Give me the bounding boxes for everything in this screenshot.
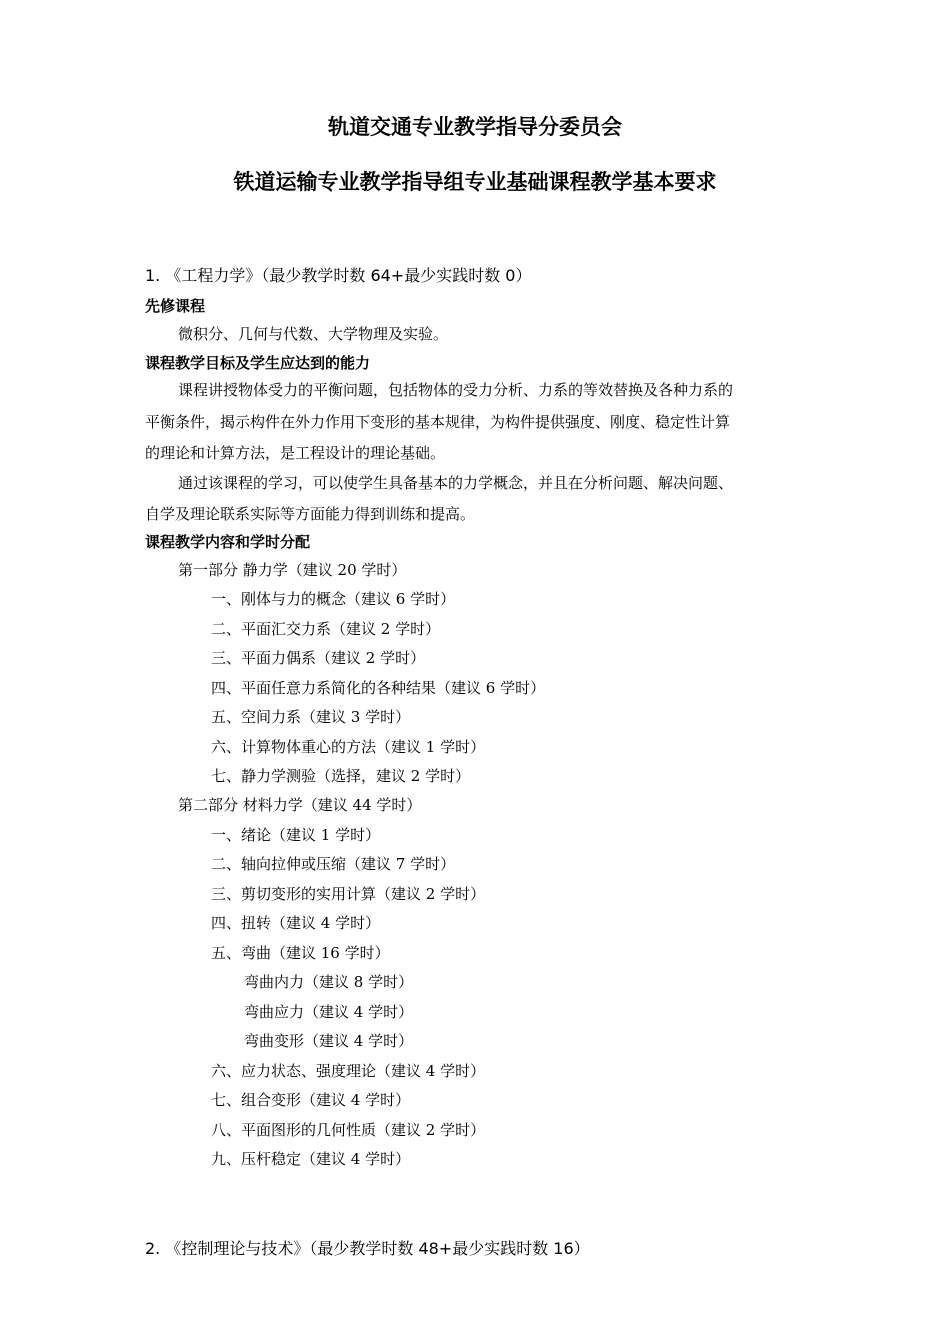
list-item: 七、组合变形（建议 4 学时） (211, 1091, 411, 1109)
list-item: 三、剪切变形的实用计算（建议 2 学时） (211, 885, 486, 903)
goal-label: 课程教学目标及学生应达到的能力 (145, 354, 371, 372)
prerequisite-text: 微积分、几何与代数、大学物理及实验。 (178, 325, 449, 343)
list-item: 四、平面任意力系简化的各种结果（建议 6 学时） (211, 679, 546, 697)
list-item: 六、计算物体重心的方法（建议 1 学时） (211, 738, 486, 756)
list-item: 二、轴向拉伸或压缩（建议 7 学时） (211, 855, 456, 873)
list-item: 七、静力学测验（选择，建议 2 学时） (211, 767, 471, 785)
part-2-heading: 第二部分 材料力学（建议 44 学时） (178, 796, 422, 814)
list-item: 一、刚体与力的概念（建议 6 学时） (211, 590, 456, 608)
sub-list-item: 弯曲变形（建议 4 学时） (244, 1032, 414, 1050)
goal-paragraph-2-line-2: 自学及理论联系实际等方面能力得到训练和提高。 (145, 505, 476, 523)
goal-paragraph-2-line-1: 通过该课程的学习，可以使学生具备基本的力学概念，并且在分析问题、解决问题、 (178, 474, 734, 492)
prerequisite-label: 先修课程 (145, 297, 206, 315)
course-1-heading: 1. 《工程力学》（最少教学时数 64+最少实践时数 0） (145, 266, 532, 285)
goal-paragraph-1-line-3: 的理论和计算方法，是工程设计的理论基础。 (145, 444, 446, 462)
sub-list-item: 弯曲内力（建议 8 学时） (244, 973, 414, 991)
goal-paragraph-1-line-1: 课程讲授物体受力的平衡问题，包括物体的受力分析、力系的等效替换及各种力系的 (178, 381, 734, 399)
part-1-heading: 第一部分 静力学（建议 20 学时） (178, 561, 407, 579)
list-item: 九、压杆稳定（建议 4 学时） (211, 1150, 411, 1168)
course-2-heading: 2. 《控制理论与技术》（最少教学时数 48+最少实践时数 16） (145, 1239, 590, 1258)
content-label: 课程教学内容和学时分配 (145, 533, 311, 551)
goal-paragraph-1-line-2: 平衡条件，揭示构件在外力作用下变形的基本规律，为构件提供强度、刚度、稳定性计算 (145, 413, 731, 431)
list-item: 五、弯曲（建议 16 学时） (211, 944, 390, 962)
list-item: 一、绪论（建议 1 学时） (211, 826, 381, 844)
list-item: 三、平面力偶系（建议 2 学时） (211, 649, 426, 667)
list-item: 八、平面图形的几何性质（建议 2 学时） (211, 1121, 486, 1139)
list-item: 四、扭转（建议 4 学时） (211, 914, 381, 932)
list-item: 二、平面汇交力系（建议 2 学时） (211, 620, 441, 638)
document-title: 轨道交通专业教学指导分委员会 (328, 114, 622, 139)
list-item: 五、空间力系（建议 3 学时） (211, 708, 411, 726)
sub-list-item: 弯曲应力（建议 4 学时） (244, 1003, 414, 1021)
list-item: 六、应力状态、强度理论（建议 4 学时） (211, 1062, 486, 1080)
document-subtitle: 铁道运输专业教学指导组专业基础课程教学基本要求 (233, 169, 717, 194)
